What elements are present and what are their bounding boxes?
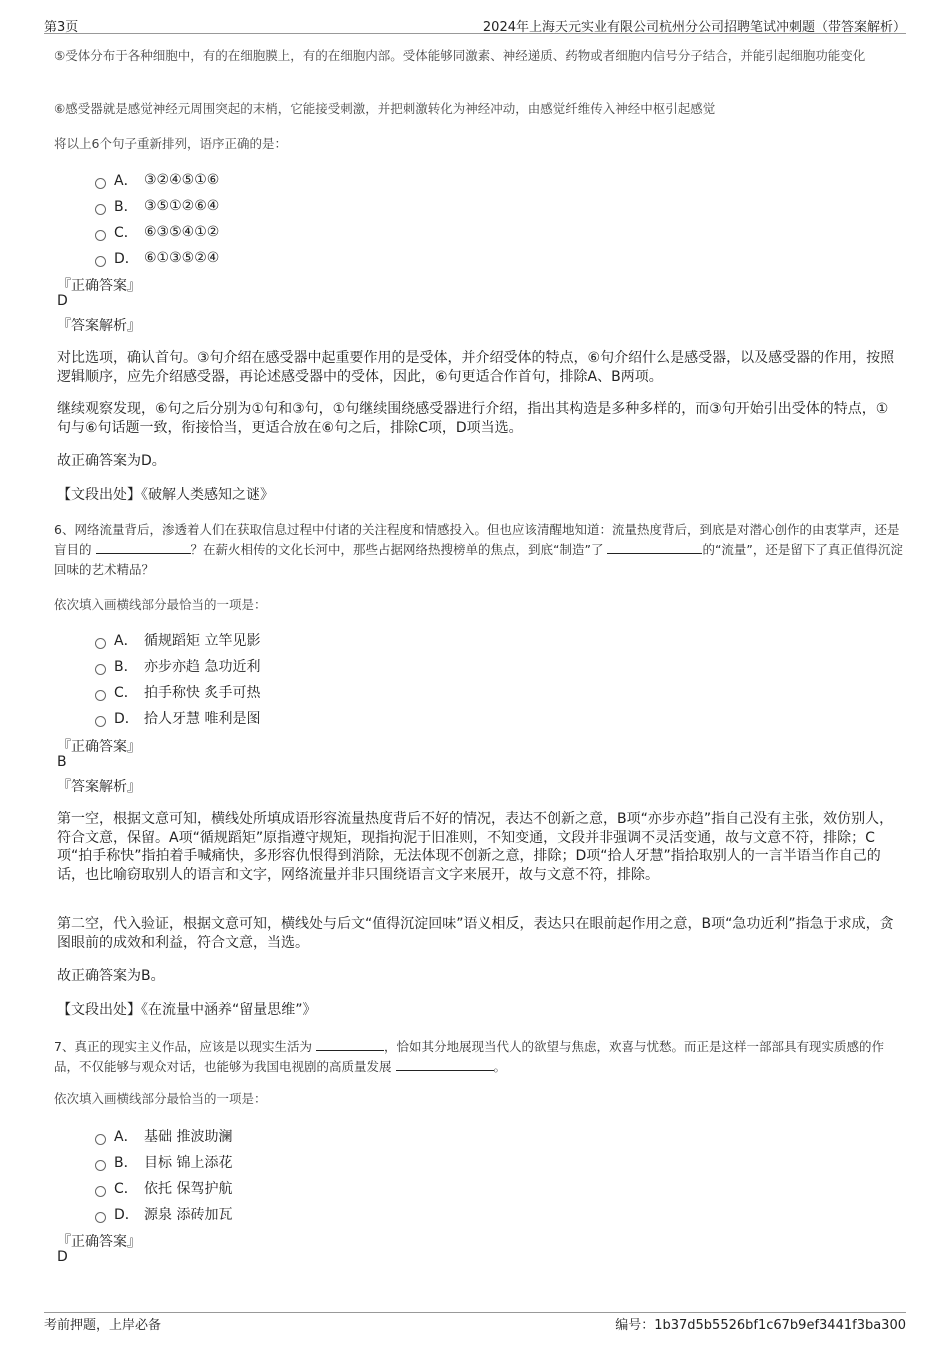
answer-label: 『正确答案』 xyxy=(57,278,141,294)
answer-label: 『正确答案』 xyxy=(57,739,141,755)
analysis-label: 『答案解析』 xyxy=(57,779,141,795)
document-id: 编号：1b37d5b5526bf1c67b9ef3441f3ba300 xyxy=(615,1318,906,1333)
source-citation: 【文段出处】《破解人类感知之谜》 xyxy=(57,487,274,503)
radio-icon[interactable] xyxy=(95,1134,106,1145)
question-prompt: 将以上6个句子重新排列，语序正确的是： xyxy=(54,136,287,151)
header-divider xyxy=(44,33,906,34)
question-prompt: 依次填入画横线部分最恰当的一项是： xyxy=(54,1091,267,1106)
radio-icon[interactable] xyxy=(95,664,106,675)
option-c[interactable]: C． 依托 保驾护航 xyxy=(95,1178,232,1198)
answer-value: B xyxy=(57,754,67,770)
source-citation: 【文段出处】《在流量中涵养“留量思维”》 xyxy=(57,1002,317,1018)
option-c[interactable]: C． 拍手称快 炙手可热 xyxy=(95,682,260,702)
option-a[interactable]: A． 循规蹈矩 立竿见影 xyxy=(95,630,260,650)
analysis-paragraph: 对比选项，确认首句。③句介绍在感受器中起重要作用的是受体，并介绍受体的特点，⑥句介绍什么是感受器，以及感受器的作用，按照逻辑顺序，应先介绍感受器，再论述感受器中的受体，因此，⑥句更适合作首句，排除A、B两项。 xyxy=(57,350,895,385)
analysis-paragraph: 第一空，根据文意可知，横线处所填成语形容流量热度背后不好的情况，表达不创新之意，B项“亦步亦趋”指自己没有主张，效仿别人，符合文意，保留。A项“循规蹈矩”原指遵守规矩，现指拘泥于旧准则，不知变通，文段并非强调不灵活变通，故与文意不符，排除；C项“拍手称快”指拍着手喊痛快，多形容仇恨得到消除，无法体现不创新之意，排除；D项“拾人牙慧”指拾取别人的一言半语当作自己的话，也比喻窃取别人的语言和文字，网络流量并非只围绕语言文字来展开，故与文意不符，排除。 xyxy=(57,811,894,883)
option-c[interactable]: C． ⑥③⑤④①② xyxy=(95,222,219,242)
option-a[interactable]: A． 基础 推波助澜 xyxy=(95,1126,232,1146)
option-d[interactable]: D． 源泉 添砖加瓦 xyxy=(95,1204,232,1224)
sentence-6: ⑥感受器就是感觉神经元周围突起的末梢，它能接受刺激，并把刺激转化为神经冲动，由感觉纤维传入神经中枢引起感觉 xyxy=(54,101,716,116)
blank xyxy=(96,541,191,554)
analysis-conclusion: 故正确答案为D。 xyxy=(57,453,166,469)
radio-icon[interactable] xyxy=(95,1160,106,1171)
radio-icon[interactable] xyxy=(95,178,106,189)
radio-icon[interactable] xyxy=(95,204,106,215)
footer-slogan: 考前押题，上岸必备 xyxy=(44,1318,162,1333)
analysis-paragraph: 继续观察发现，⑥句之后分别为①句和③句，①句继续围绕感受器进行介绍，指出其构造是多种多样的，而③句开始引出受体的特点，①句与⑥句话题一致，衔接恰当，更适合放在⑥句之后，排除C项，D项当选。 xyxy=(57,401,889,436)
sentence-5: ⑤受体分布于各种细胞中，有的在细胞膜上，有的在细胞内部。受体能够同激素、神经递质、药物或者细胞内信号分子结合，并能引起细胞功能变化 xyxy=(54,48,866,63)
option-b[interactable]: B． 目标 锦上添花 xyxy=(95,1152,232,1172)
option-d[interactable]: D． 拾人牙慧 唯利是图 xyxy=(95,708,260,728)
blank xyxy=(607,541,702,554)
blank xyxy=(316,1038,384,1051)
answer-label: 『正确答案』 xyxy=(57,1234,141,1250)
answer-value: D xyxy=(57,293,68,309)
footer-divider xyxy=(44,1312,906,1313)
radio-icon[interactable] xyxy=(95,638,106,649)
option-d[interactable]: D． ⑥①③⑤②④ xyxy=(95,248,219,268)
radio-icon[interactable] xyxy=(95,1186,106,1197)
question-prompt: 依次填入画横线部分最恰当的一项是： xyxy=(54,597,267,612)
option-b[interactable]: B． 亦步亦趋 急功近利 xyxy=(95,656,260,676)
answer-value: D xyxy=(57,1249,68,1265)
document-title: 2024年上海天元实业有限公司杭州分公司招聘笔试冲刺题（带答案解析） xyxy=(482,20,906,35)
radio-icon[interactable] xyxy=(95,690,106,701)
analysis-label: 『答案解析』 xyxy=(57,318,141,334)
radio-icon[interactable] xyxy=(95,1212,106,1223)
radio-icon[interactable] xyxy=(95,716,106,727)
question-7-text: 7、真正的现实主义作品，应该是以现实生活为 ，恰如其分地展现当代人的欲望与焦虑，欢喜与忧愁。而正是这样一部部具有现实质感的作品，不仅能够与观众对话，也能够为我国电视剧的高质量发展 。 xyxy=(54,1039,884,1074)
radio-icon[interactable] xyxy=(95,230,106,241)
page-number: 第3页 xyxy=(44,20,79,35)
analysis-paragraph: 第二空，代入验证，根据文意可知，横线处与后文“值得沉淀回味”语义相反，表达只在眼前起作用之意，B项“急功近利”指急于求成，贪图眼前的成效和利益，符合文意，当选。 xyxy=(57,916,894,951)
option-b[interactable]: B． ③⑤①②⑥④ xyxy=(95,196,219,216)
option-a[interactable]: A． ③②④⑤①⑥ xyxy=(95,170,219,190)
analysis-conclusion: 故正确答案为B。 xyxy=(57,968,165,984)
radio-icon[interactable] xyxy=(95,256,106,267)
question-6-text: 6、网络流量背后，渗透着人们在获取信息过程中付诸的关注程度和情感投入。但也应该清醒地知道：流量热度背后，到底是对潜心创作的由衷掌声，还是盲目的 ？在薪火相传的文化长河中，那些占据网络热搜榜单的焦点，到底“制造”了 的“流量”，还是留下了真正值得沉淀回味的艺术精品？ xyxy=(54,522,903,577)
blank xyxy=(396,1058,494,1071)
